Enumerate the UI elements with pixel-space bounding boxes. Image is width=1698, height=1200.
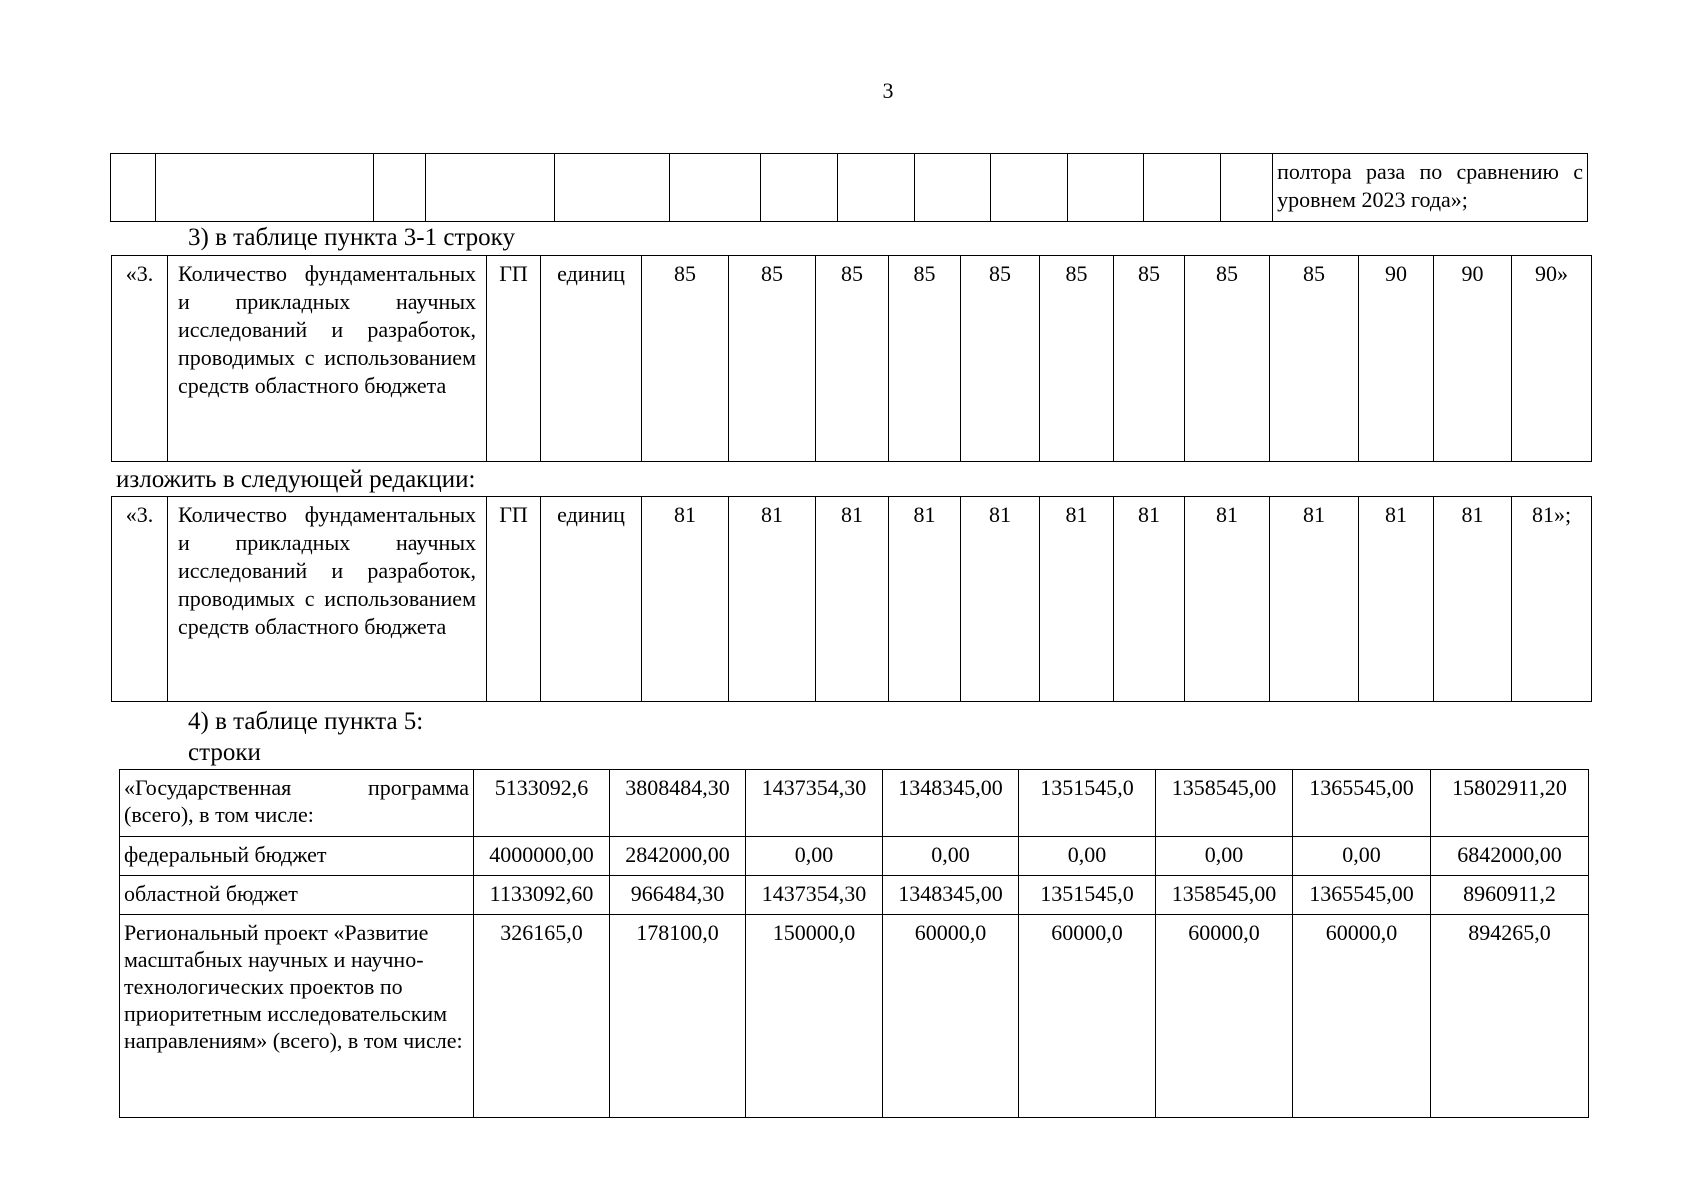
value-cell: 85: [1185, 256, 1270, 462]
unit-cell: единиц: [541, 497, 642, 702]
value-cell: 81: [1270, 497, 1359, 702]
empty-cell: [374, 154, 426, 222]
indicator-row-old: [111, 255, 1592, 462]
finance-value: 60000,0: [1019, 915, 1156, 1118]
finance-value: 1437354,30: [746, 876, 883, 915]
value-cell: 81: [1185, 497, 1270, 702]
empty-cell: [554, 154, 669, 222]
indicator-row-new: [111, 496, 1592, 702]
finance-value: 178100,0: [610, 915, 746, 1118]
finance-value: 326165,0: [474, 915, 610, 1118]
value-cell: 85: [889, 256, 961, 462]
row-number: «3.: [112, 256, 168, 462]
value-cell: 81: [729, 497, 816, 702]
empty-cell: [425, 154, 554, 222]
empty-cell: [760, 154, 837, 222]
finance-value: 0,00: [883, 837, 1019, 876]
finance-value: 1365545,00: [1293, 770, 1431, 837]
finance-row: [120, 770, 1589, 837]
finance-value: 150000,0: [746, 915, 883, 1118]
empty-cell: [156, 154, 374, 222]
finance-value: 1437354,30: [746, 770, 883, 837]
finance-value: 1351545,0: [1019, 876, 1156, 915]
indicator-description: Количество фундаментальных и прикладных научных исследований и разработок, проводимых с использованием средств областного бюджета: [168, 497, 487, 702]
finance-row-label: «Государственная программа (всего), в том числе:: [120, 770, 474, 837]
finance-value: 0,00: [1156, 837, 1293, 876]
value-cell: 85: [729, 256, 816, 462]
section-heading-4: 4) в таблице пункта 5:: [188, 708, 424, 735]
value-cell: 81: [816, 497, 889, 702]
finance-value: 60000,0: [1293, 915, 1431, 1118]
row-number: «3.: [112, 497, 168, 702]
finance-value: 4000000,00: [474, 837, 610, 876]
unit-cell: единиц: [541, 256, 642, 462]
empty-cell: [1144, 154, 1221, 222]
finance-row-label: областной бюджет: [120, 876, 474, 915]
finance-row: [120, 915, 1589, 1118]
value-cell: 85: [1040, 256, 1114, 462]
finance-value: 6842000,00: [1431, 837, 1589, 876]
value-cell: 90: [1434, 256, 1512, 462]
section-heading-new-version: изложить в следующей редакции:: [116, 466, 476, 493]
finance-value: 0,00: [746, 837, 883, 876]
value-cell: 81: [1040, 497, 1114, 702]
finance-value: 60000,0: [1156, 915, 1293, 1118]
value-cell: 85: [642, 256, 729, 462]
finance-value: 0,00: [1019, 837, 1156, 876]
finance-value: 966484,30: [610, 876, 746, 915]
finance-table: [119, 769, 1589, 1118]
value-cell: 85: [816, 256, 889, 462]
value-cell: 85: [1114, 256, 1185, 462]
finance-value: 1348345,00: [883, 770, 1019, 837]
top-continuation-table: [110, 153, 1588, 222]
finance-value: 0,00: [1293, 837, 1431, 876]
empty-cell: [111, 154, 156, 222]
finance-row-label: Региональный проект «Развитие масштабных научных и научно-технологических проектов по приоритетным исследовательским направлениям» (всего), в том числе:: [120, 915, 474, 1118]
finance-value: 15802911,20: [1431, 770, 1589, 837]
value-cell: 85: [1270, 256, 1359, 462]
value-cell: 81: [961, 497, 1040, 702]
responsible-cell: ГП: [487, 256, 541, 462]
finance-row: [120, 837, 1589, 876]
empty-cell: [1068, 154, 1144, 222]
value-cell: 81: [1359, 497, 1434, 702]
empty-cell: [991, 154, 1068, 222]
finance-value: 8960911,2: [1431, 876, 1589, 915]
value-cell: 90»: [1512, 256, 1592, 462]
value-cell: 81: [642, 497, 729, 702]
finance-value: 1351545,0: [1019, 770, 1156, 837]
value-cell: 81: [1114, 497, 1185, 702]
empty-cell: [1221, 154, 1273, 222]
continuation-note: полтора раза по сравнению с уровнем 2023 года»;: [1273, 154, 1588, 222]
finance-value: 1348345,00: [883, 876, 1019, 915]
finance-value: 894265,0: [1431, 915, 1589, 1118]
finance-value: 60000,0: [883, 915, 1019, 1118]
finance-value: 3808484,30: [610, 770, 746, 837]
finance-value: 1365545,00: [1293, 876, 1431, 915]
value-cell: 81: [1434, 497, 1512, 702]
finance-row-label: федеральный бюджет: [120, 837, 474, 876]
finance-value: 1358545,00: [1156, 876, 1293, 915]
value-cell: 85: [961, 256, 1040, 462]
finance-value: 1133092,60: [474, 876, 610, 915]
value-cell: 90: [1359, 256, 1434, 462]
value-cell: 81»;: [1512, 497, 1592, 702]
page-number: 3: [882, 78, 894, 103]
empty-cell: [837, 154, 914, 222]
value-cell: 81: [889, 497, 961, 702]
finance-value: 5133092,6: [474, 770, 610, 837]
empty-cell: [914, 154, 990, 222]
finance-row: [120, 876, 1589, 915]
section-heading-3: 3) в таблице пункта 3-1 строку: [188, 224, 515, 251]
finance-value: 2842000,00: [610, 837, 746, 876]
responsible-cell: ГП: [487, 497, 541, 702]
section-heading-rows: строки: [188, 739, 261, 766]
empty-cell: [669, 154, 760, 222]
indicator-description: Количество фундаментальных и прикладных научных исследований и разработок, проводимых с использованием средств областного бюджета: [168, 256, 487, 462]
finance-value: 1358545,00: [1156, 770, 1293, 837]
